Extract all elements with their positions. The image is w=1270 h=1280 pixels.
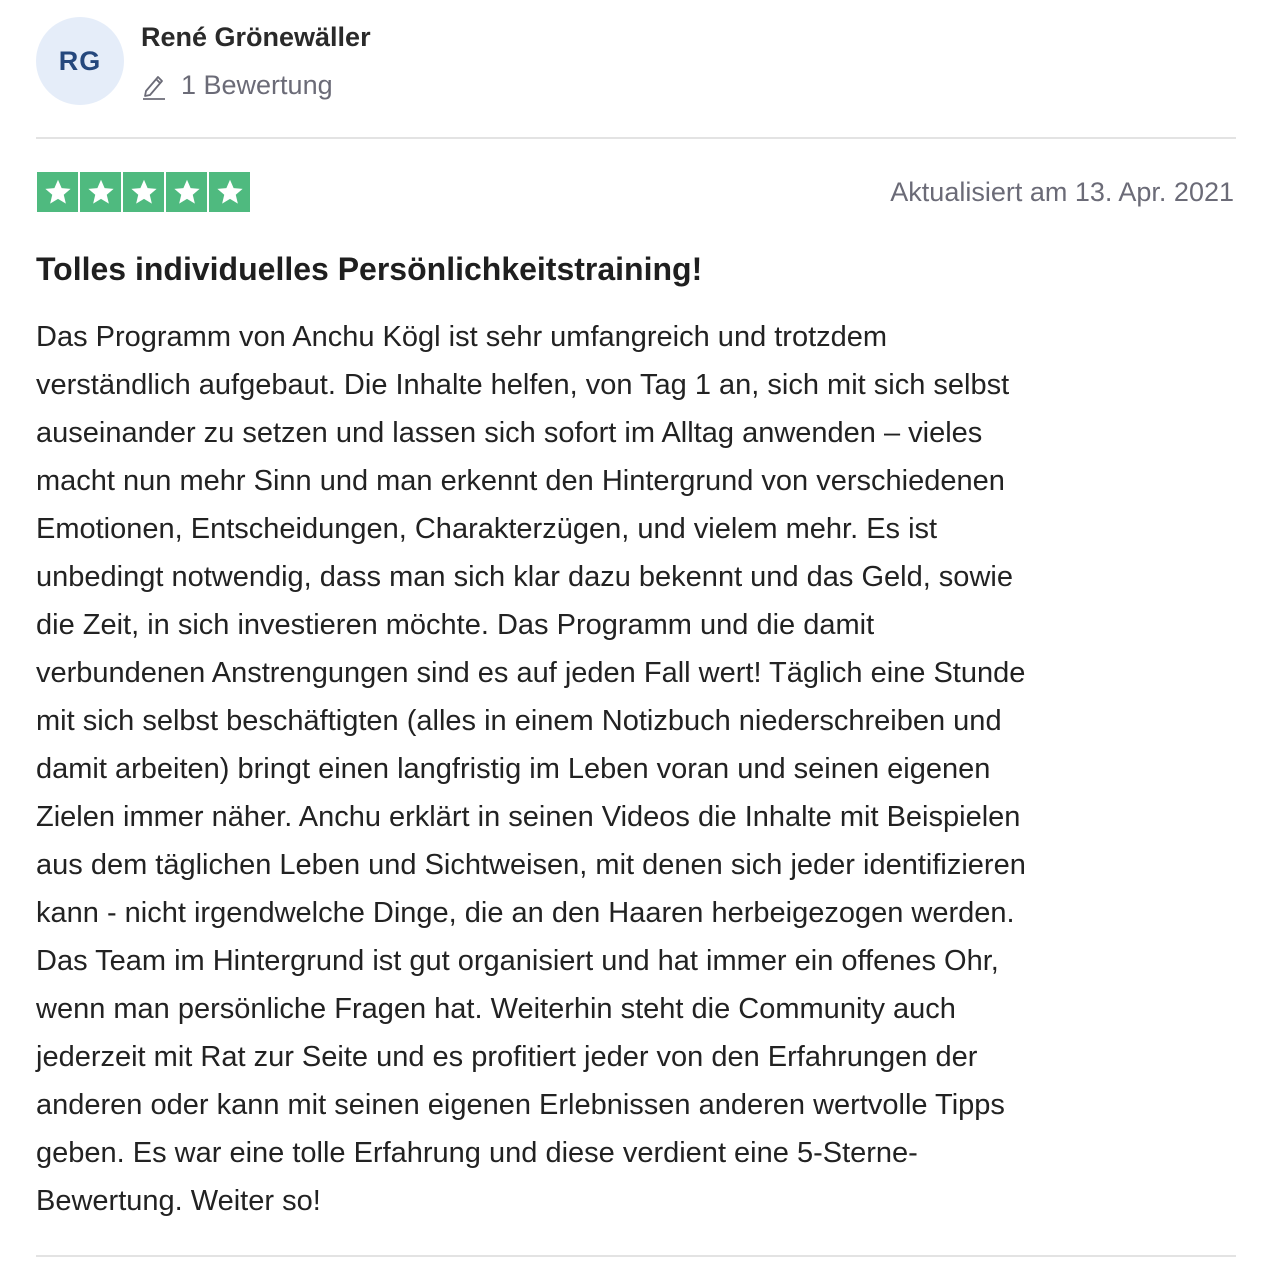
review-body-line: verständlich aufgebaut. Die Inhalte helfen, von Tag 1 an, sich mit sich selbst (36, 369, 1010, 401)
review-body-line: Emotionen, Entscheidungen, Charakterzügen, und vielem mehr. Es ist (36, 513, 938, 545)
review-body (36, 313, 1236, 1225)
review-body-line: auseinander zu setzen und lassen sich sofort im Alltag anwenden – vieles (36, 417, 983, 449)
review-body-line: verbundenen Anstrengungen sind es auf jeden Fall wert! Täglich eine Stunde (36, 657, 1026, 689)
review-body-line: Bewertung. Weiter so! (36, 1185, 321, 1217)
review-body-line: Das Team im Hintergrund ist gut organisiert und hat immer ein offenes Ohr, (36, 945, 999, 977)
star-icon (123, 172, 164, 212)
avatar[interactable]: RG (36, 17, 124, 105)
star-icon (80, 172, 121, 212)
review-count-label: 1 Bewertung (181, 70, 333, 100)
star-rating (37, 172, 250, 212)
header-divider (36, 137, 1236, 139)
review-body-line: damit arbeiten) bringt einen langfristig im Leben voran und seinen eigenen (36, 753, 991, 785)
reviewer-review-count (141, 70, 333, 101)
star-icon (166, 172, 207, 212)
review-body-line: unbedingt notwendig, dass man sich klar dazu bekennt und das Geld, sowie (36, 561, 1013, 593)
review-body-line: Das Programm von Anchu Kögl ist sehr umfangreich und trotzdem (36, 321, 888, 353)
review-card (36, 0, 1236, 1217)
review-body-line: anderen oder kann mit seinen eigenen Erlebnissen anderen wertvolle Tipps (36, 1089, 1005, 1121)
review-body-line: Zielen immer näher. Anchu erklärt in seinen Videos die Inhalte mit Beispielen (36, 801, 1021, 833)
review-body-line: jederzeit mit Rat zur Seite und es profitiert jeder von den Erfahrungen der (36, 1041, 978, 1073)
review-body-line: aus dem täglichen Leben und Sichtweisen, mit denen sich jeder identifizieren (36, 849, 1026, 881)
review-body-line: wenn man persönliche Fragen hat. Weiterhin steht die Community auch (36, 993, 956, 1025)
pencil-icon (141, 72, 167, 100)
reviewer-name[interactable]: René Grönewäller (141, 22, 371, 52)
review-body-line: kann - nicht irgendwelche Dinge, die an den Haaren herbeigezogen werden. (36, 897, 1015, 929)
review-body-line: macht nun mehr Sinn und man erkennt den Hintergrund von verschiedenen (36, 465, 1005, 497)
footer-divider (36, 1255, 1236, 1257)
reviewer-header (36, 0, 1236, 138)
review-body-line: mit sich selbst beschäftigten (alles in einem Notizbuch niederschreiben und (36, 705, 1002, 737)
review-title[interactable]: Tolles individuelles Persönlichkeitstraining! (36, 251, 703, 287)
review-date: Aktualisiert am 13. Apr. 2021 (890, 177, 1234, 207)
review-body-line: geben. Es war eine tolle Erfahrung und diese verdient eine 5-Sterne- (36, 1137, 918, 1169)
review-body-line: die Zeit, in sich investieren möchte. Das Programm und die damit (36, 609, 875, 641)
star-icon (209, 172, 250, 212)
star-icon (37, 172, 78, 212)
